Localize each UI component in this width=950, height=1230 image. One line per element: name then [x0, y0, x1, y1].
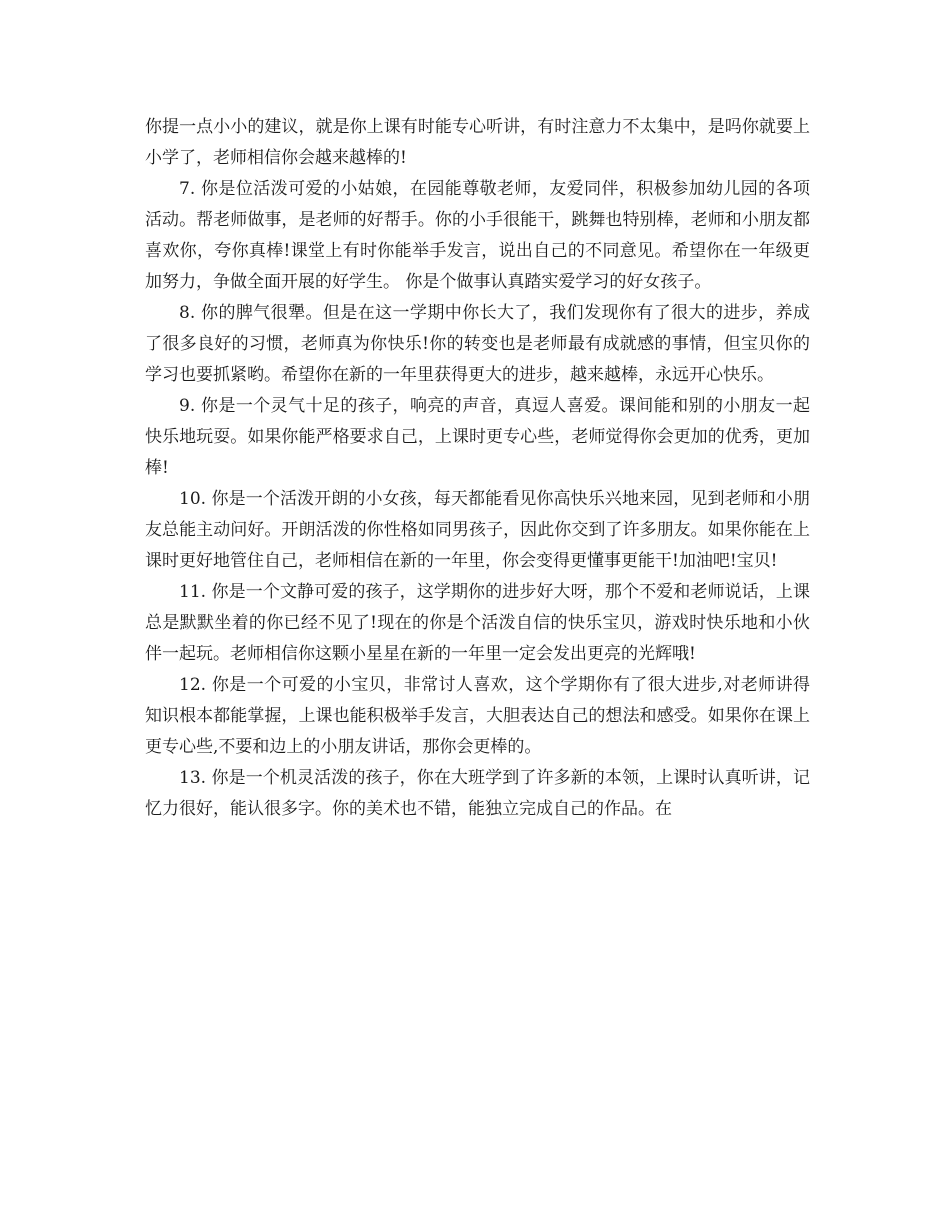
paragraph-9: 9. 你是一个灵气十足的孩子，响亮的声音，真逗人喜爱。课间能和别的小朋友一起快乐地玩耍。如果你能严格要求自己，上课时更专心些，老师觉得你会更加的优秀，更加棒! [145, 396, 810, 478]
paragraph-7: 7. 你是位活泼可爱的小姑娘，在园能尊敬老师，友爱同伴，积极参加幼儿园的各项活动。帮老师做事，是老师的好帮手。你的小手很能干，跳舞也特别棒，老师和小朋友都喜欢你，夸你真棒!课堂上有时你能举手发言，说出自己的不同意见。希望你在一年级更加努力，争做全面开展的好学生。 你是个做事认真踏实爱学习的好女孩子。 [145, 179, 810, 292]
document-body [145, 112, 810, 825]
paragraph-12: 12. 你是一个可爱的小宝贝，非常讨人喜欢，这个学期你有了很大进步,对老师讲得知识根本都能掌握，上课也能积极举手发言，大胆表达自己的想法和感受。如果你在课上更专心些,不要和边上的小朋友讲话，那你会更棒的。 [145, 675, 810, 757]
paragraph-11: 11. 你是一个文静可爱的孩子，这学期你的进步好大呀，那个不爱和老师说话，上课总是默默坐着的你已经不见了!现在的你是个活泼自信的快乐宝贝，游戏时快乐地和小伙伴一起玩。老师相信你这颗小星星在新的一年里一定会发出更亮的光辉哦! [145, 582, 810, 664]
paragraph-continuation: 你提一点小小的建议，就是你上课有时能专心听讲，有时注意力不太集中，是吗你就要上小学了，老师相信你会越来越棒的! [145, 117, 810, 168]
paragraph-13: 13. 你是一个机灵活泼的孩子，你在大班学到了许多新的本领，上课时认真听讲，记忆力很好，能认很多字。你的美术也不错，能独立完成自己的作品。在 [145, 768, 810, 819]
paragraph-8: 8. 你的脾气很犟。但是在这一学期中你长大了，我们发现你有了很大的进步，养成了很多良好的习惯，老师真为你快乐!你的转变也是老师最有成就感的事情，但宝贝你的学习也要抓紧哟。希望你在新的一年里获得更大的进步，越来越棒，永远开心快乐。 [145, 303, 810, 385]
paragraph-10: 10. 你是一个活泼开朗的小女孩，每天都能看见你高快乐兴地来园，见到老师和小朋友总能主动问好。开朗活泼的你性格如同男孩子，因此你交到了许多朋友。如果你能在上课时更好地管住自己，老师相信在新的一年里，你会变得更懂事更能干!加油吧!宝贝! [145, 489, 810, 571]
